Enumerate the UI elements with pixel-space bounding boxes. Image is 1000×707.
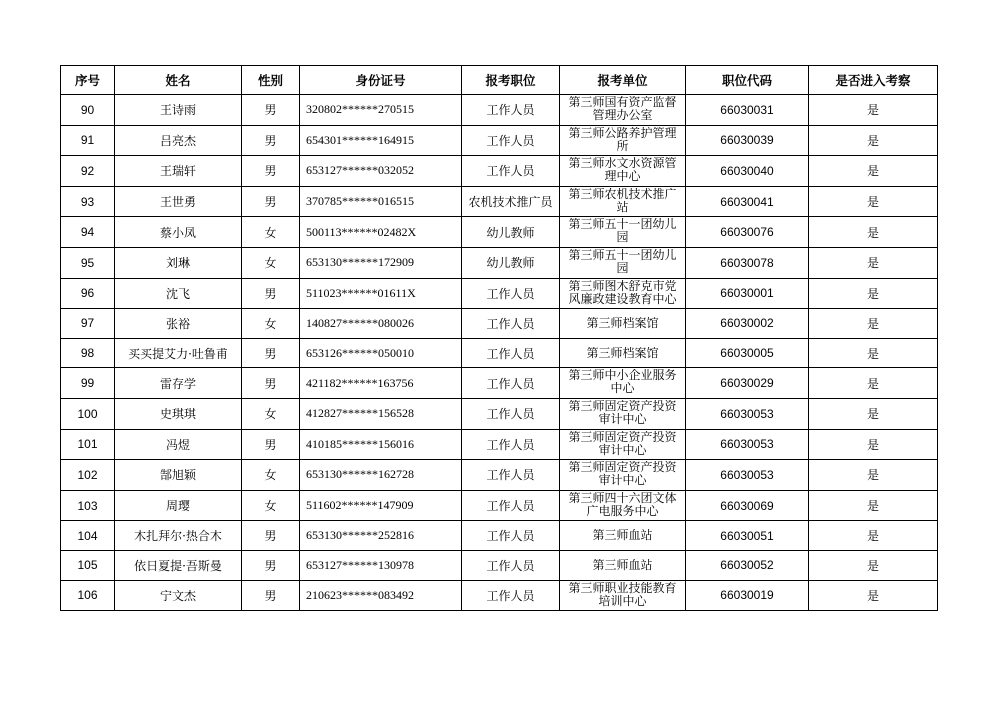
unit-text: 第三师档案馆 (586, 316, 659, 330)
cell-id-number: 500113******02482X (300, 217, 462, 248)
table-row (61, 490, 938, 521)
cell-gender: 男 (242, 186, 300, 217)
cell-unit (560, 460, 686, 491)
cell-pass-status: 是 (809, 278, 938, 309)
cell-position-code: 66030002 (686, 309, 809, 339)
cell-position: 工作人员 (462, 429, 560, 460)
cell-index: 104 (61, 521, 115, 551)
cell-position: 工作人员 (462, 309, 560, 339)
table-body (61, 95, 938, 611)
table-row (61, 247, 938, 278)
cell-id-number: 511023******01611X (300, 278, 462, 309)
cell-index: 102 (61, 460, 115, 491)
cell-gender: 男 (242, 125, 300, 156)
cell-pass-status: 是 (809, 217, 938, 248)
cell-unit (560, 580, 686, 611)
cell-name: 买买提艾力·吐鲁甫 (115, 338, 242, 368)
cell-position-code: 66030053 (686, 398, 809, 429)
cell-pass-status: 是 (809, 550, 938, 580)
header-position: 报考职位 (462, 66, 560, 95)
cell-name: 王瑞轩 (115, 156, 242, 187)
cell-position-code: 66030041 (686, 186, 809, 217)
cell-position-code: 66030029 (686, 368, 809, 399)
cell-name: 郜旭颖 (115, 460, 242, 491)
cell-pass-status: 是 (809, 95, 938, 126)
cell-name: 刘琳 (115, 247, 242, 278)
cell-index: 90 (61, 95, 115, 126)
cell-gender: 女 (242, 490, 300, 521)
cell-index: 97 (61, 309, 115, 339)
table-row (61, 550, 938, 580)
unit-text: 第三师中小企业服务中心 (568, 369, 677, 396)
cell-gender: 男 (242, 278, 300, 309)
cell-position-code: 66030078 (686, 247, 809, 278)
table-row (61, 156, 938, 187)
unit-text: 第三师血站 (592, 558, 653, 572)
cell-name: 蔡小凤 (115, 217, 242, 248)
cell-id-number: 653127******032052 (300, 156, 462, 187)
cell-id-number: 653127******130978 (300, 550, 462, 580)
cell-index: 93 (61, 186, 115, 217)
cell-name: 王诗雨 (115, 95, 242, 126)
table-row (61, 95, 938, 126)
candidate-table (60, 65, 938, 611)
cell-unit (560, 95, 686, 126)
cell-gender: 女 (242, 309, 300, 339)
header-position-code: 职位代码 (686, 66, 809, 95)
table-row (61, 338, 938, 368)
cell-position: 工作人员 (462, 580, 560, 611)
cell-position-code: 66030031 (686, 95, 809, 126)
cell-position-code: 66030039 (686, 125, 809, 156)
cell-id-number: 653130******252816 (300, 521, 462, 551)
cell-position: 工作人员 (462, 95, 560, 126)
cell-unit (560, 368, 686, 399)
unit-text: 第三师图木舒克市党风廉政建设教育中心 (568, 279, 677, 306)
header-gender: 性别 (242, 66, 300, 95)
cell-name: 吕亮杰 (115, 125, 242, 156)
cell-id-number: 370785******016515 (300, 186, 462, 217)
cell-gender: 男 (242, 95, 300, 126)
cell-index: 98 (61, 338, 115, 368)
cell-unit (560, 550, 686, 580)
cell-position: 幼儿教师 (462, 247, 560, 278)
cell-pass-status: 是 (809, 521, 938, 551)
cell-pass-status: 是 (809, 460, 938, 491)
cell-index: 95 (61, 247, 115, 278)
cell-position-code: 66030005 (686, 338, 809, 368)
cell-unit (560, 217, 686, 248)
cell-id-number: 210623******083492 (300, 580, 462, 611)
cell-index: 105 (61, 550, 115, 580)
cell-id-number: 412827******156528 (300, 398, 462, 429)
cell-position: 工作人员 (462, 460, 560, 491)
cell-name: 沈飞 (115, 278, 242, 309)
cell-name: 张裕 (115, 309, 242, 339)
cell-index: 92 (61, 156, 115, 187)
cell-gender: 女 (242, 247, 300, 278)
cell-id-number: 654301******164915 (300, 125, 462, 156)
cell-position-code: 66030076 (686, 217, 809, 248)
cell-gender: 女 (242, 398, 300, 429)
cell-position: 工作人员 (462, 278, 560, 309)
cell-gender: 男 (242, 521, 300, 551)
cell-pass-status: 是 (809, 429, 938, 460)
cell-id-number: 653126******050010 (300, 338, 462, 368)
cell-position-code: 66030053 (686, 429, 809, 460)
cell-position: 工作人员 (462, 125, 560, 156)
cell-unit (560, 278, 686, 309)
cell-position: 幼儿教师 (462, 217, 560, 248)
cell-position-code: 66030052 (686, 550, 809, 580)
cell-name: 周璎 (115, 490, 242, 521)
cell-pass-status: 是 (809, 580, 938, 611)
cell-unit (560, 338, 686, 368)
cell-gender: 女 (242, 460, 300, 491)
unit-text: 第三师国有资产监督管理办公室 (568, 96, 677, 122)
cell-gender: 女 (242, 217, 300, 248)
cell-index: 101 (61, 429, 115, 460)
cell-pass-status: 是 (809, 125, 938, 156)
cell-id-number: 653130******162728 (300, 460, 462, 491)
unit-text: 第三师五十一团幼儿园 (568, 218, 677, 245)
header-row (61, 66, 938, 95)
cell-unit (560, 309, 686, 339)
cell-unit (560, 429, 686, 460)
cell-name: 冯煜 (115, 429, 242, 460)
cell-name: 史琪琪 (115, 398, 242, 429)
cell-id-number: 653130******172909 (300, 247, 462, 278)
cell-pass-status: 是 (809, 186, 938, 217)
cell-pass-status: 是 (809, 368, 938, 399)
cell-index: 99 (61, 368, 115, 399)
unit-text: 第三师固定资产投资审计中心 (568, 399, 677, 426)
cell-gender: 男 (242, 550, 300, 580)
cell-unit (560, 490, 686, 521)
cell-position: 工作人员 (462, 368, 560, 399)
cell-gender: 男 (242, 338, 300, 368)
cell-position: 工作人员 (462, 521, 560, 551)
cell-position-code: 66030053 (686, 460, 809, 491)
cell-position: 工作人员 (462, 398, 560, 429)
cell-unit (560, 521, 686, 551)
cell-name: 雷存学 (115, 368, 242, 399)
cell-index: 103 (61, 490, 115, 521)
cell-unit (560, 247, 686, 278)
cell-name: 木扎拜尔·热合木 (115, 521, 242, 551)
cell-id-number: 421182******163756 (300, 368, 462, 399)
cell-id-number: 410185******156016 (300, 429, 462, 460)
cell-position: 工作人员 (462, 338, 560, 368)
table-row (61, 460, 938, 491)
unit-text: 第三师血站 (592, 529, 653, 543)
cell-pass-status: 是 (809, 338, 938, 368)
header-name: 姓名 (115, 66, 242, 95)
table-row (61, 368, 938, 399)
cell-name: 王世勇 (115, 186, 242, 217)
table-row (61, 521, 938, 551)
unit-text: 第三师职业技能教育培训中心 (568, 581, 677, 608)
cell-position: 工作人员 (462, 550, 560, 580)
cell-pass-status: 是 (809, 309, 938, 339)
cell-position: 工作人员 (462, 156, 560, 187)
header-pass-status: 是否进入考察 (809, 66, 938, 95)
table-row (61, 429, 938, 460)
cell-name: 宁文杰 (115, 580, 242, 611)
cell-index: 91 (61, 125, 115, 156)
cell-index: 106 (61, 580, 115, 611)
cell-position-code: 66030040 (686, 156, 809, 187)
cell-pass-status: 是 (809, 156, 938, 187)
cell-unit (560, 125, 686, 156)
cell-gender: 男 (242, 580, 300, 611)
table-row (61, 217, 938, 248)
cell-position-code: 66030069 (686, 490, 809, 521)
unit-text: 第三师公路养护管理所 (568, 126, 677, 153)
unit-text: 第三师四十六团文体广电服务中心 (568, 491, 677, 518)
cell-unit (560, 398, 686, 429)
cell-pass-status: 是 (809, 398, 938, 429)
cell-pass-status: 是 (809, 247, 938, 278)
cell-name: 依日夏提·吾斯曼 (115, 550, 242, 580)
unit-text: 第三师五十一团幼儿园 (568, 248, 677, 275)
header-index: 序号 (61, 66, 115, 95)
cell-index: 96 (61, 278, 115, 309)
cell-position: 工作人员 (462, 490, 560, 521)
unit-text: 第三师农机技术推广站 (568, 187, 677, 214)
table-row (61, 278, 938, 309)
cell-index: 100 (61, 398, 115, 429)
header-unit: 报考单位 (560, 66, 686, 95)
cell-gender: 男 (242, 156, 300, 187)
cell-position-code: 66030051 (686, 521, 809, 551)
cell-index: 94 (61, 217, 115, 248)
cell-unit (560, 156, 686, 187)
cell-id-number: 140827******080026 (300, 309, 462, 339)
table-row (61, 309, 938, 339)
table-row (61, 580, 938, 611)
cell-id-number: 320802******270515 (300, 95, 462, 126)
table-row (61, 125, 938, 156)
cell-unit (560, 186, 686, 217)
cell-pass-status: 是 (809, 490, 938, 521)
unit-text: 第三师固定资产投资审计中心 (568, 461, 677, 488)
cell-id-number: 511602******147909 (300, 490, 462, 521)
unit-text: 第三师档案馆 (586, 346, 659, 360)
cell-position-code: 66030001 (686, 278, 809, 309)
cell-gender: 男 (242, 429, 300, 460)
table-row (61, 186, 938, 217)
cell-position-code: 66030019 (686, 580, 809, 611)
table-row (61, 398, 938, 429)
unit-text: 第三师水文水资源管理中心 (568, 157, 677, 184)
unit-text: 第三师固定资产投资审计中心 (568, 430, 677, 457)
header-id-number: 身份证号 (300, 66, 462, 95)
cell-gender: 男 (242, 368, 300, 399)
cell-position: 农机技术推广员 (462, 186, 560, 217)
